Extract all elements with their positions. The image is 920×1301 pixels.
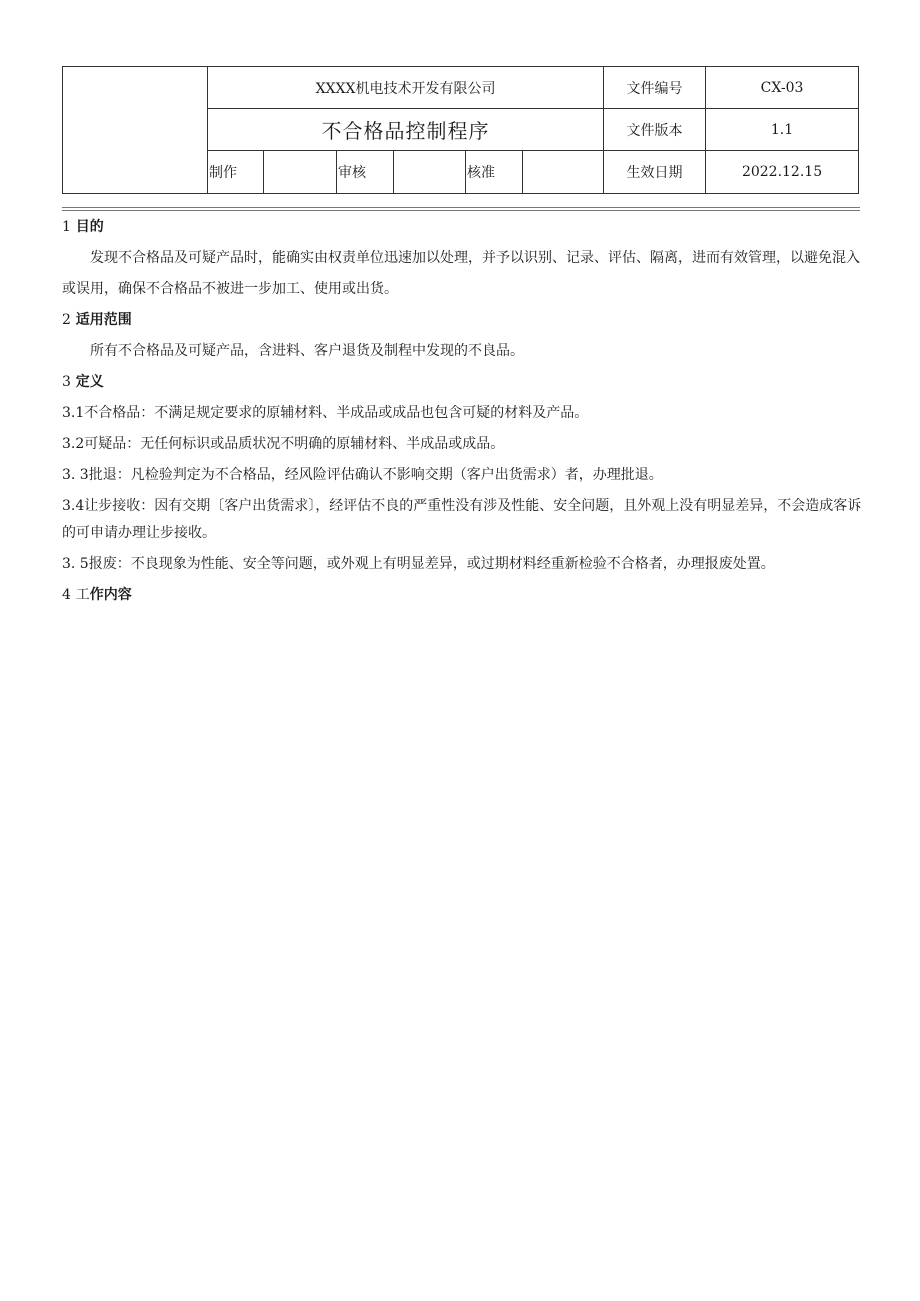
doc-number: CX-03 <box>706 67 859 109</box>
section-3-number: 3 <box>62 374 71 390</box>
section-2-heading <box>62 305 862 336</box>
section-1-number: 1 <box>62 219 71 235</box>
header-divider-bottom <box>62 210 860 211</box>
approved-by-value <box>523 151 604 194</box>
section-2-title: 适用范围 <box>75 312 132 328</box>
definition-item: 3. 5报废：不良现象为性能、安全等问题，或外观上有明显差异，或过期材料经重新检验不合格者，办理报废处置。 <box>62 556 775 572</box>
definition-item: 3. 3批退：凡检验判定为不合格品，经风险评估确认不影响交期（客户出货需求）者，办理批退。 <box>62 467 663 483</box>
header-divider-top <box>62 207 860 208</box>
section-4-title-first: 工 <box>75 587 90 603</box>
document-title: 不合格品控制程序 <box>208 109 604 151</box>
section-4-title-rest: 作内容 <box>89 587 132 603</box>
section-3-heading <box>62 367 862 398</box>
section-1-title: 目的 <box>75 219 104 235</box>
doc-number-label: 文件编号 <box>604 67 706 109</box>
section-2-body: 所有不合格品及可疑产品，含进料、客户退货及制程中发现的不良品。 <box>90 343 524 359</box>
version-label: 文件版本 <box>604 109 706 151</box>
section-3-title: 定义 <box>75 374 104 390</box>
effective-date: 2022.12.15 <box>706 151 859 194</box>
made-by-label: 制作 <box>208 151 264 194</box>
company-name: XXXX机电技术开发有限公司 <box>208 67 604 109</box>
approved-by-label: 核准 <box>466 151 523 194</box>
effective-date-label: 生效日期 <box>604 151 706 194</box>
reviewed-by-label: 审核 <box>337 151 394 194</box>
reviewed-by-value <box>394 151 466 194</box>
document-header-table <box>62 66 859 194</box>
document-body <box>62 212 862 611</box>
version-value: 1.1 <box>706 109 859 151</box>
made-by-value <box>264 151 337 194</box>
section-1-body: 发现不合格品及可疑产品时，能确实由权责单位迅速加以处理，并予以识别、记录、评估、隔离，进而有效管理，以避免混入或误用，确保不合格品不被进一步加工、使用或出货。 <box>62 250 860 297</box>
definition-item: 3.4让步接收：因有交期〔客户出货需求〕，经评估不良的严重性没有涉及性能、安全问题，且外观上没有明显差异，不会造成客诉的可申请办理让步接收。 <box>62 498 862 541</box>
logo-cell <box>63 67 208 194</box>
section-4-number: 4 <box>62 587 71 603</box>
section-4-heading <box>62 580 862 611</box>
section-1-heading <box>62 212 862 243</box>
section-2-number: 2 <box>62 312 71 328</box>
definition-item: 3.1不合格品：不满足规定要求的原辅材料、半成品或成品也包含可疑的材料及产品。 <box>62 405 589 421</box>
definition-item: 3.2可疑品：无任何标识或品质状况不明确的原辅材料、半成品或成品。 <box>62 436 505 452</box>
